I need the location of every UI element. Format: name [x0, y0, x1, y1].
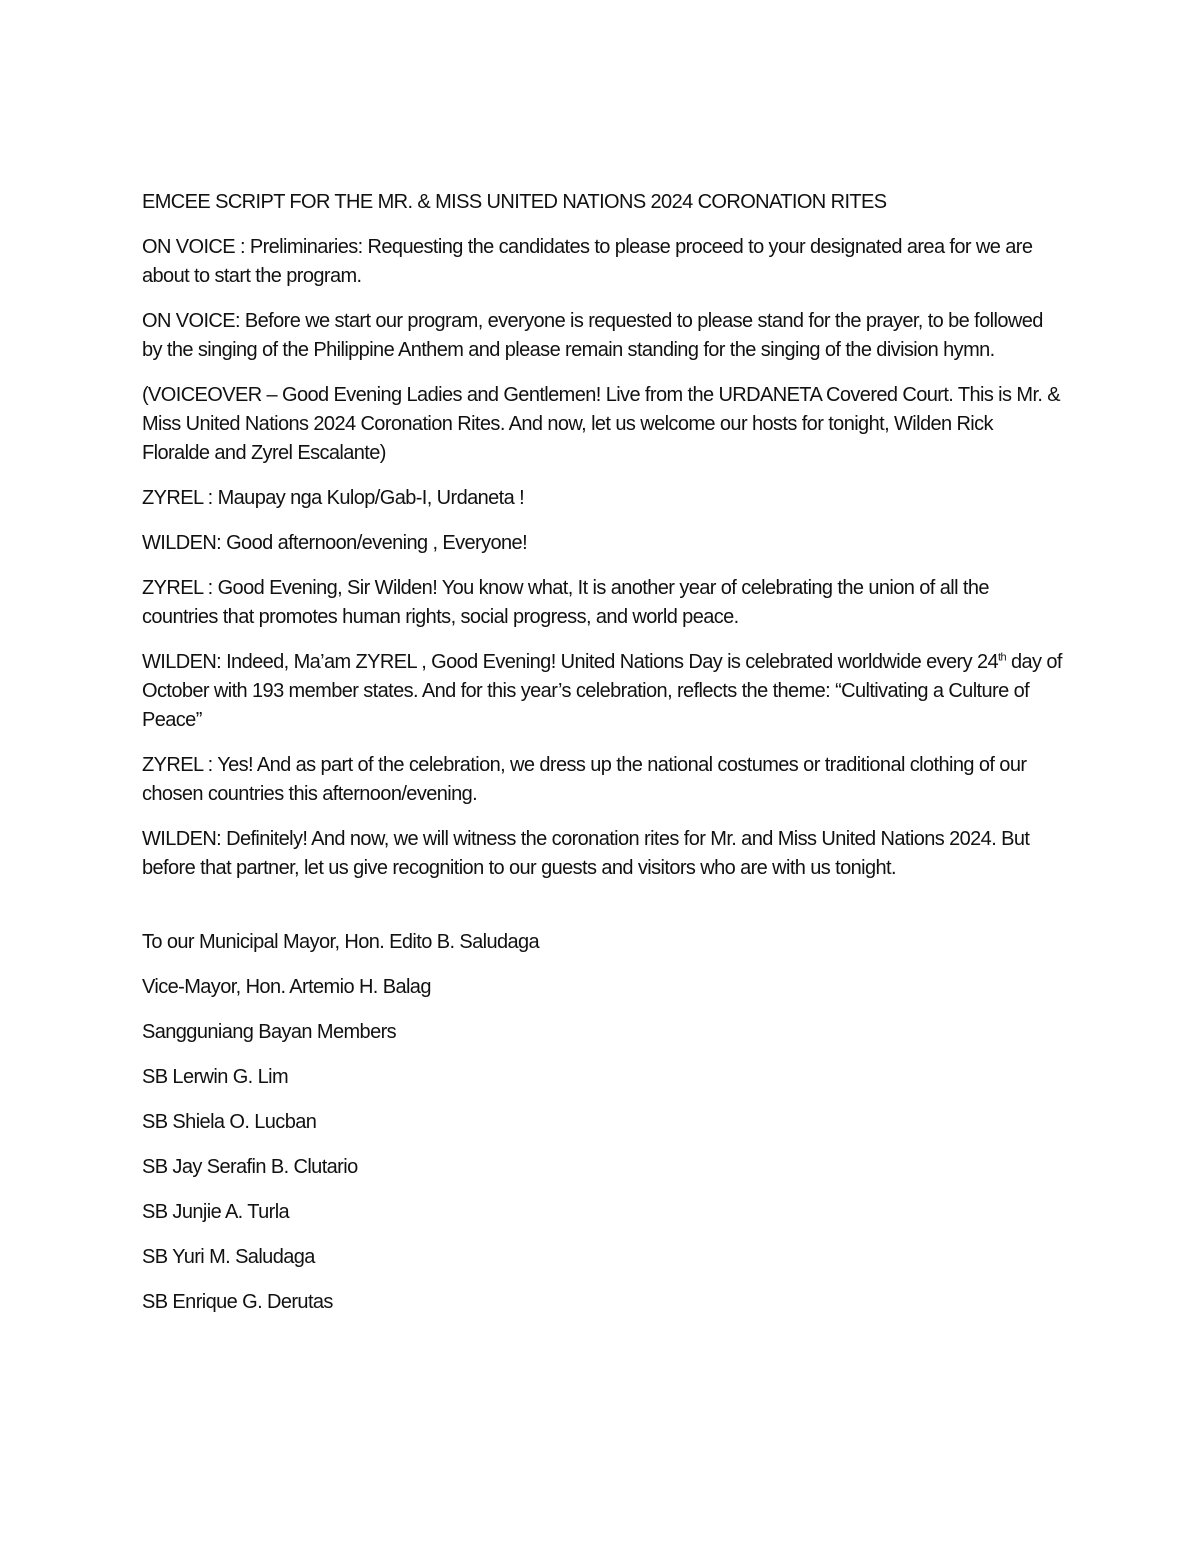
paragraph-zyrel-costumes: ZYREL : Yes! And as part of the celebration, we dress up the national costumes or traditional clothing of our chosen countries this afternoon/evening.	[142, 754, 1027, 805]
document-page	[142, 188, 1062, 1333]
guest-item: SB Junjie A. Turla	[142, 1201, 290, 1223]
guest-item: SB Enrique G. Derutas	[142, 1291, 333, 1313]
paragraph-zyrel-greeting: ZYREL : Maupay nga Kulop/Gab-I, Urdaneta !	[142, 487, 525, 509]
paragraph-wilden-greeting: WILDEN: Good afternoon/evening , Everyone!	[142, 532, 528, 554]
paragraph-wilden-indeed	[142, 648, 1062, 735]
wilden-indeed-text-start: WILDEN: Indeed, Ma’am ZYREL , Good Evening! United Nations Day is celebrated worldwide every 24	[142, 651, 999, 673]
blank-line	[142, 899, 1062, 928]
wilden-indeed-text-end: day of October with 193 member states. And for this year’s celebration, reflects the theme: “Cultivating a Culture of Peace”	[142, 651, 1062, 731]
paragraph-voiceover: (VOICEOVER – Good Evening Ladies and Gentlemen! Live from the URDANETA Covered Court. This is Mr. & Miss United Nations 2024 Coronation Rites. And now, let us welcome our hosts for tonight, Wilden Rick Floralde and Zyrel Escalante)	[142, 384, 1061, 464]
guest-list	[142, 928, 1062, 1317]
guest-item: Sangguniang Bayan Members	[142, 1021, 397, 1043]
guest-item: SB Shiela O. Lucban	[142, 1111, 317, 1133]
paragraph-on-voice-preliminaries: ON VOICE : Preliminaries: Requesting the candidates to please proceed to your designated area for we are about to start the program.	[142, 236, 1033, 287]
ordinal-suffix: th	[998, 651, 1007, 664]
paragraph-on-voice-prayer: ON VOICE: Before we start our program, everyone is requested to please stand for the prayer, to be followed by the singing of the Philippine Anthem and please remain standing for the singing of the division hymn.	[142, 310, 1043, 361]
guest-item: To our Municipal Mayor, Hon. Edito B. Saludaga	[142, 931, 540, 953]
paragraph-wilden-recognition: WILDEN: Definitely! And now, we will witness the coronation rites for Mr. and Miss United Nations 2024. But before that partner, let us give recognition to our guests and visitors who are with us tonight.	[142, 828, 1030, 879]
paragraph-zyrel-union: ZYREL : Good Evening, Sir Wilden! You know what, It is another year of celebrating the union of all the countries that promotes human rights, social progress, and world peace.	[142, 577, 989, 628]
guest-item: Vice-Mayor, Hon. Artemio H. Balag	[142, 976, 431, 998]
guest-item: SB Jay Serafin B. Clutario	[142, 1156, 358, 1178]
document-title: EMCEE SCRIPT FOR THE MR. & MISS UNITED NATIONS 2024 CORONATION RITES	[142, 191, 887, 213]
guest-item: SB Lerwin G. Lim	[142, 1066, 289, 1088]
guest-item: SB Yuri M. Saludaga	[142, 1246, 315, 1268]
